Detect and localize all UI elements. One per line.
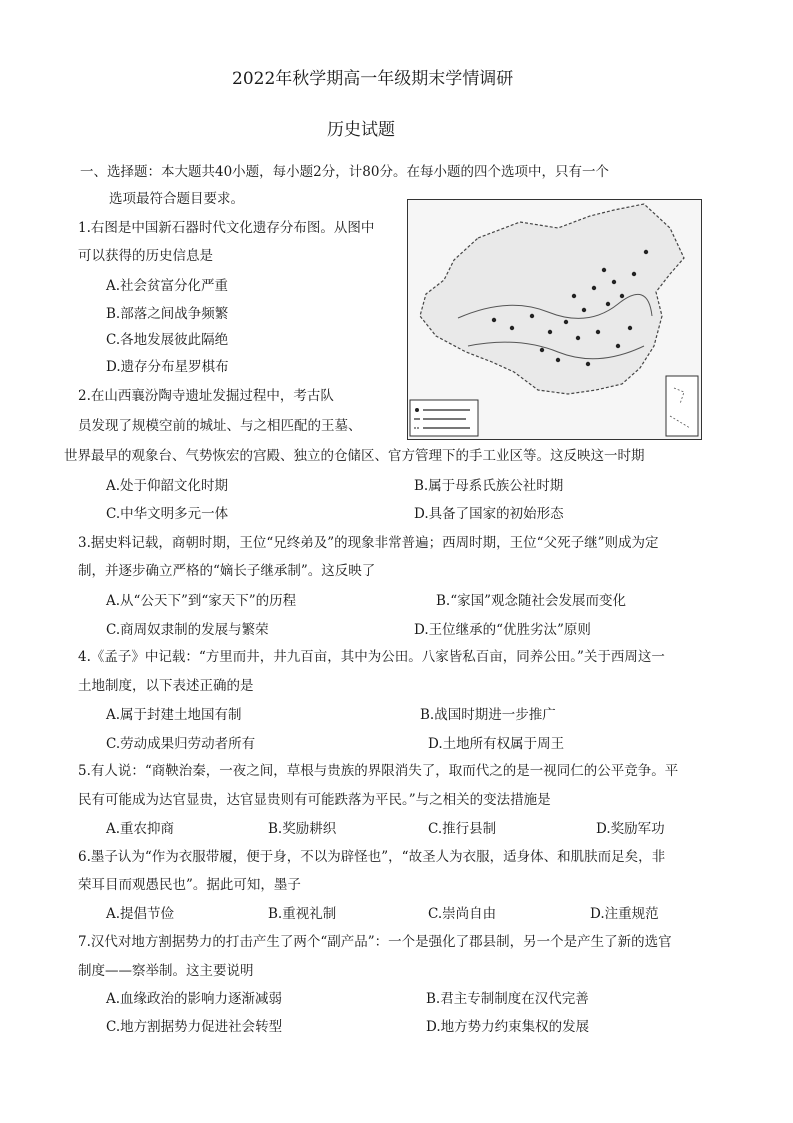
- q2-option-b: B.属于母系氏族公社时期: [414, 478, 564, 494]
- q2-option-c: C.中华文明多元一体: [106, 506, 229, 522]
- q7-stem: 7.汉代对地方割据势力的打击产生了两个“副产品”：一个是强化了郡县制，另一个是产生了新的选官: [78, 934, 672, 950]
- q2-stem: 2.在山西襄汾陶寺遗址发掘过程中，考古队: [78, 388, 334, 404]
- q2-option-a: A.处于仰韶文化时期: [106, 478, 229, 494]
- q4-stem: 土地制度，以下表述正确的是: [78, 678, 254, 694]
- q3-option-d: D.王位继承的“优胜劣汰”原则: [414, 622, 591, 638]
- q3-option-a: A.从“公天下”到“家天下”的历程: [106, 593, 297, 609]
- q2-stem: 世界最早的观象台、气势恢宏的宫殿、独立的仓储区、官方管理下的手工业区等。这反映这一时期: [64, 448, 645, 464]
- q6-option-a: A.提倡节俭: [106, 906, 175, 922]
- q7-option-a: A.血缘政治的影响力逐渐减弱: [106, 991, 283, 1007]
- q2-option-d: D.具备了国家的初始形态: [414, 506, 564, 522]
- q1-stem: 可以获得的历史信息是: [78, 248, 213, 264]
- q4-option-a: A.属于封建土地国有制: [106, 707, 242, 723]
- exam-title: 2022年秋学期高一年级期末学情调研: [232, 69, 514, 89]
- q5-option-c: C.推行县制: [428, 821, 497, 837]
- q7-option-d: D.地方势力约束集权的发展: [426, 1019, 590, 1035]
- q5-option-d: D.奖励军功: [596, 821, 665, 837]
- q6-option-b: B.重视礼制: [268, 906, 337, 922]
- q7-option-b: B.君主专制制度在汉代完善: [426, 991, 589, 1007]
- q3-stem: 制，并逐步确立严格的“嫡长子继承制”。这反映了: [78, 563, 376, 579]
- q1-option-d: D.遗存分布星罗棋布: [106, 359, 229, 375]
- neolithic-sites-map: [407, 199, 702, 440]
- q1-option-a: A.社会贫富分化严重: [106, 278, 229, 294]
- q3-stem: 3.据史料记载，商朝时期，王位“兄终弟及”的现象非常普遍；西周时期，王位“父死子继”则成为定: [78, 535, 659, 551]
- q7-stem: 制度——察举制。这主要说明: [78, 963, 254, 979]
- q6-stem: 6.墨子认为“作为衣服带履，便于身，不以为辟怪也”，“故圣人为衣服，适身体、和肌肤而足矣，非: [78, 849, 666, 865]
- q7-option-c: C.地方割据势力促进社会转型: [106, 1019, 283, 1035]
- q4-option-d: D.土地所有权属于周王: [428, 736, 565, 752]
- exam-subtitle: 历史试题: [327, 120, 395, 140]
- q5-stem: 民有可能成为达官显贵，达官显贵则有可能跌落为平民。”与之相关的变法措施是: [78, 792, 551, 808]
- section-heading-cont: 选项最符合题目要求。: [109, 191, 244, 207]
- q6-option-d: D.注重规范: [590, 906, 659, 922]
- q2-stem: 员发现了规模空前的城址、与之相匹配的王墓、: [78, 418, 362, 434]
- q1-stem: 1.右图是中国新石器时代文化遗存分布图。从图中: [78, 220, 375, 236]
- section-heading: 一、选择题：本大题共40小题，每小题2分，计80分。在每小题的四个选项中，只有一个: [80, 164, 609, 180]
- q5-stem: 5.有人说：“商鞅治秦，一夜之间，草根与贵族的界限消失了，取而代之的是一视同仁的公平竞争。平: [78, 763, 679, 779]
- q6-stem: 荣耳目而观愚民也”。据此可知，墨子: [78, 877, 301, 893]
- q6-option-c: C.崇尚自由: [428, 906, 497, 922]
- q3-option-b: B.“家国”观念随社会发展而变化: [436, 593, 627, 609]
- q1-option-b: B.部落之间战争频繁: [106, 306, 229, 322]
- q4-option-c: C.劳动成果归劳动者所有: [106, 736, 256, 752]
- q3-option-c: C.商周奴隶制的发展与繁荣: [106, 622, 269, 638]
- q5-option-a: A.重农抑商: [106, 821, 175, 837]
- q4-option-b: B.战国时期进一步推广: [420, 707, 556, 723]
- china-map-figure: [408, 200, 701, 439]
- q5-option-b: B.奖励耕织: [268, 821, 337, 837]
- q4-stem: 4.《孟子》中记载：“方里而井，井九百亩，其中为公田。八家皆私百亩，同养公田。”关于西周这一: [78, 649, 665, 665]
- q1-option-c: C.各地发展彼此隔绝: [106, 332, 229, 348]
